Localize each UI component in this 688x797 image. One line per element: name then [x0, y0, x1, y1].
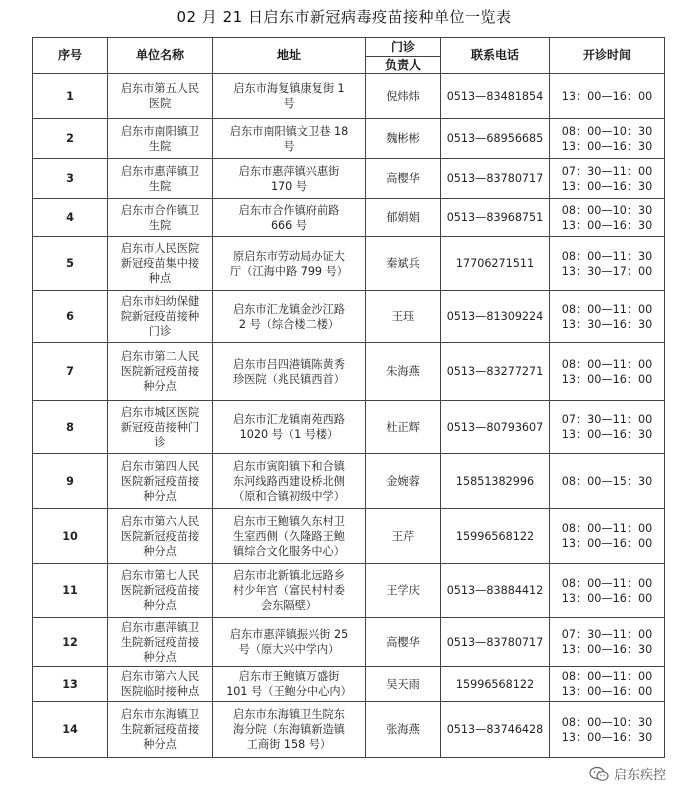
address-line: 村少年宫（富民村村委	[233, 584, 345, 597]
address-line: 启东市寅阳镇下和合镇	[233, 459, 345, 473]
hours-line: 13：00—16：30	[561, 428, 653, 441]
phone-cell: 0513—83780717	[441, 618, 550, 667]
hours-line: 08：00—15：30	[561, 474, 653, 488]
unit-name-line: 生院新冠疫苗接	[120, 635, 200, 649]
unit-name-line: 启东市第六人民	[120, 670, 200, 683]
vaccination-sites-table	[32, 37, 665, 758]
hours-cell	[550, 454, 665, 509]
address-line: 2 号（综合楼二楼）	[238, 317, 340, 331]
address-cell	[213, 74, 366, 119]
table-body	[33, 74, 665, 758]
address-line: 启东市汇龙镇南苑西路	[233, 413, 345, 426]
unit-name-cell	[108, 74, 213, 119]
unit-name-line: 生院	[148, 139, 172, 153]
row-number: 13	[33, 667, 108, 702]
unit-name-line: 医院新冠疫苗接	[120, 584, 200, 597]
clinic-person-cell: 郁娟娟	[366, 199, 441, 237]
address-line: 101 号（王鲍分中心内）	[226, 685, 352, 698]
clinic-person-cell: 魏彬彬	[366, 119, 441, 159]
address-line: 号	[283, 97, 295, 110]
hours-line: 08：00—10：30	[561, 203, 653, 217]
clinic-person-cell: 倪炜炜	[366, 74, 441, 119]
unit-name-line: 启东市南阳镇卫	[120, 124, 200, 138]
clinic-person-cell: 朱海燕	[366, 343, 441, 401]
unit-name-cell	[108, 667, 213, 702]
clinic-person-cell: 王学庆	[366, 564, 441, 618]
address-cell	[213, 159, 366, 199]
address-line: 号	[283, 139, 295, 153]
unit-name-line: 启东市第六人民	[120, 514, 200, 528]
phone-cell: 0513—83780717	[441, 159, 550, 199]
hours-line: 08：00—10：30	[561, 715, 653, 729]
unit-name-line: 启东市第七人民	[120, 569, 200, 582]
row-number: 3	[33, 159, 108, 199]
address-line: 启东市东海镇卫生院东	[233, 708, 345, 721]
unit-name-line: 新冠疫苗集中接	[120, 257, 200, 270]
unit-name-line: 启东市第五人民	[120, 82, 200, 95]
hours-cell	[550, 618, 665, 667]
hours-line: 13：00—16：30	[561, 643, 653, 656]
table-row	[33, 237, 665, 291]
unit-name-line: 种分点	[143, 380, 177, 393]
header-clinic-label: 门诊	[366, 39, 440, 57]
hours-line: 13：00—16：30	[561, 179, 653, 193]
table-row	[33, 667, 665, 702]
phone-cell: 0513—68956685	[441, 119, 550, 159]
clinic-person-cell: 高樱华	[366, 618, 441, 667]
hours-line: 13：30—16：30	[561, 317, 653, 331]
phone-cell: 0513—81309224	[441, 291, 550, 343]
phone-cell: 0513—83884412	[441, 564, 550, 618]
hours-cell	[550, 401, 665, 454]
row-number: 4	[33, 199, 108, 237]
document-title: 02 月 21 日启东市新冠病毒疫苗接种单位一览表	[176, 8, 512, 26]
unit-name-line: 门诊	[148, 325, 172, 338]
clinic-person-cell: 张海燕	[366, 702, 441, 758]
table-row	[33, 159, 665, 199]
address-line: 启东市惠萍镇兴惠街	[238, 164, 340, 178]
address-cell	[213, 237, 366, 291]
hours-line: 08：00—11：30	[561, 249, 653, 263]
header-clinic-person	[366, 38, 441, 74]
table-row	[33, 454, 665, 509]
address-cell	[213, 119, 366, 159]
hours-line: 07：30—11：00	[561, 413, 653, 426]
phone-cell: 0513—83481854	[441, 74, 550, 119]
hours-cell	[550, 159, 665, 199]
table-row	[33, 343, 665, 401]
address-line: 工商街 158 号）	[246, 738, 332, 751]
unit-name-line: 种分点	[143, 650, 177, 664]
table-row	[33, 702, 665, 758]
header-phone: 联系电话	[441, 38, 550, 74]
header-hours: 开诊时间	[550, 38, 665, 74]
hours-line: 08：00—11：00	[561, 302, 653, 316]
hours-line: 08：00—11：00	[561, 357, 653, 371]
hours-cell	[550, 667, 665, 702]
unit-name-line: 启东市城区医院	[120, 405, 200, 419]
hours-line: 08：00—11：00	[561, 522, 653, 535]
phone-cell: 15851382996	[441, 454, 550, 509]
unit-name-line: 生院	[148, 179, 172, 193]
row-number: 10	[33, 509, 108, 564]
hours-line: 07：30—11：00	[561, 164, 653, 178]
unit-name-line: 新冠疫苗接种门	[120, 420, 200, 434]
unit-name-cell	[108, 401, 213, 454]
wechat-icon	[589, 766, 609, 782]
address-line: 启东市汇龙镇金沙江路	[233, 302, 345, 316]
hours-cell	[550, 237, 665, 291]
unit-name-line: 医院	[148, 97, 172, 110]
hours-line: 08：00—11：00	[561, 576, 653, 590]
hours-line: 13：00—16：00	[561, 537, 653, 550]
row-number: 14	[33, 702, 108, 758]
clinic-person-cell: 王珏	[366, 291, 441, 343]
unit-name-cell	[108, 237, 213, 291]
hours-cell	[550, 343, 665, 401]
address-line: 启东市惠萍镇振兴街 25	[229, 628, 349, 641]
watermark-text: 启东疾控	[613, 768, 666, 783]
unit-name-line: 种分点	[143, 544, 177, 558]
unit-name-line: 启东市妇幼保健	[120, 295, 200, 308]
address-line: 启东市海复镇康复街 1	[233, 82, 345, 95]
unit-name-line: 启东市第四人民	[120, 459, 200, 473]
unit-name-line: 启东市第二人民	[120, 350, 200, 363]
row-number: 1	[33, 74, 108, 119]
address-line: 启东市北新镇北远路乡	[233, 569, 345, 582]
address-line: 启东市南阳镇文卫巷 18	[229, 124, 349, 138]
unit-name-line: 启东市惠萍镇卫	[120, 164, 200, 178]
phone-cell: 15996568122	[441, 509, 550, 564]
unit-name-line: 种点	[148, 272, 172, 285]
unit-name-cell	[108, 119, 213, 159]
phone-cell: 15996568122	[441, 667, 550, 702]
address-cell	[213, 291, 366, 343]
table-row	[33, 291, 665, 343]
clinic-person-cell: 王芹	[366, 509, 441, 564]
address-cell	[213, 401, 366, 454]
unit-name-cell	[108, 564, 213, 618]
table-row	[33, 509, 665, 564]
row-number: 8	[33, 401, 108, 454]
header-person-label: 负责人	[384, 57, 421, 72]
phone-cell: 17706271511	[441, 237, 550, 291]
unit-name-line: 种分点	[143, 489, 177, 503]
address-line: 海分院（东海镇新造镇	[233, 723, 345, 736]
address-cell	[213, 702, 366, 758]
hours-cell	[550, 564, 665, 618]
address-cell	[213, 509, 366, 564]
table-row	[33, 618, 665, 667]
address-line: 启东市王鲍镇久东村卫	[233, 514, 345, 528]
clinic-person-cell: 高樱华	[366, 159, 441, 199]
row-number: 11	[33, 564, 108, 618]
phone-cell: 0513—80793607	[441, 401, 550, 454]
address-line: 会东隔壁）	[261, 599, 317, 612]
unit-name-line: 种分点	[143, 738, 177, 751]
address-line: 镇综合文化服务中心）	[233, 544, 345, 558]
hours-line: 13：00—16：30	[561, 218, 653, 232]
unit-name-line: 医院临时接种点	[120, 685, 200, 698]
unit-name-line: 医院新冠疫苗接	[120, 474, 200, 488]
address-line: 厅（江海中路 799 号）	[230, 264, 348, 278]
clinic-person-cell: 秦斌兵	[366, 237, 441, 291]
address-cell	[213, 343, 366, 401]
hours-line: 07：30—11：00	[561, 628, 653, 641]
row-number: 12	[33, 618, 108, 667]
address-cell	[213, 564, 366, 618]
hours-cell	[550, 291, 665, 343]
unit-name-line: 生院新冠疫苗接	[120, 723, 200, 736]
address-cell	[213, 667, 366, 702]
unit-name-line: 生院	[148, 218, 172, 232]
header-seq: 序号	[33, 38, 108, 74]
header-unit: 单位名称	[108, 38, 213, 74]
address-line: 1020 号（1 号楼）	[239, 428, 339, 441]
hours-cell	[550, 74, 665, 119]
unit-name-cell	[108, 618, 213, 667]
unit-name-line: 启东市东海镇卫	[120, 708, 200, 721]
hours-line: 13：30—17：00	[561, 264, 653, 278]
address-line: 生室西侧（久隆路王鲍	[233, 529, 345, 543]
unit-name-line: 院新冠疫苗接种	[120, 310, 200, 323]
hours-cell	[550, 119, 665, 159]
unit-name-cell	[108, 702, 213, 758]
row-number: 5	[33, 237, 108, 291]
hours-line: 13：00—16：00	[561, 591, 653, 605]
row-number: 7	[33, 343, 108, 401]
address-line: 号（原大兴中学内）	[238, 643, 340, 656]
hours-line: 08：00—10：30	[561, 124, 653, 138]
row-number: 9	[33, 454, 108, 509]
header-address: 地址	[213, 38, 366, 74]
hours-line: 08：00—11：00	[561, 670, 653, 683]
unit-name-cell	[108, 343, 213, 401]
phone-cell: 0513—83968751	[441, 199, 550, 237]
unit-name-line: 医院新冠疫苗接	[120, 529, 200, 543]
address-cell	[213, 199, 366, 237]
unit-name-line: 启东市人民医院	[120, 242, 200, 255]
row-number: 2	[33, 119, 108, 159]
unit-name-cell	[108, 454, 213, 509]
address-line: 东河线路西建设桥北侧	[233, 474, 345, 488]
table-row	[33, 564, 665, 618]
hours-line: 13：00—16：00	[561, 685, 653, 698]
table-row	[33, 401, 665, 454]
address-cell	[213, 454, 366, 509]
header-row	[33, 38, 665, 74]
hours-line: 13：00—16：30	[561, 139, 653, 153]
address-line: 原启东市劳动局办证大	[233, 249, 345, 263]
address-line: 启东市吕四港镇陈黄秀	[233, 357, 345, 371]
clinic-person-cell: 金婉蓉	[366, 454, 441, 509]
row-number: 6	[33, 291, 108, 343]
hours-cell	[550, 509, 665, 564]
address-line: 珍医院（兆民镇西首）	[233, 372, 345, 386]
unit-name-cell	[108, 291, 213, 343]
unit-name-line: 启东市合作镇卫	[120, 203, 200, 217]
address-line: （原和合镇初级中学）	[233, 489, 345, 503]
clinic-person-cell: 吴天雨	[366, 667, 441, 702]
phone-cell: 0513—83746428	[441, 702, 550, 758]
table-row	[33, 199, 665, 237]
unit-name-cell	[108, 199, 213, 237]
unit-name-line: 种分点	[143, 599, 177, 612]
table-row	[33, 74, 665, 119]
account-watermark	[589, 764, 666, 783]
address-line: 启东市王鲍镇万盛街	[238, 670, 340, 683]
unit-name-cell	[108, 509, 213, 564]
clinic-person-cell: 杜正辉	[366, 401, 441, 454]
address-line: 170 号	[270, 179, 308, 193]
unit-name-line: 启东市惠萍镇卫	[120, 620, 200, 634]
hours-cell	[550, 702, 665, 758]
unit-name-line: 诊	[154, 435, 166, 449]
unit-name-line: 医院新冠疫苗接	[120, 365, 200, 378]
address-line: 启东市合作镇府前路	[238, 203, 340, 217]
phone-cell: 0513—83277271	[441, 343, 550, 401]
hours-line: 13：00—16：00	[561, 372, 653, 386]
hours-line: 13：00—16：30	[561, 730, 653, 744]
address-line: 666 号	[270, 218, 308, 232]
hours-line: 13：00—16：00	[561, 89, 653, 103]
hours-cell	[550, 199, 665, 237]
address-cell	[213, 618, 366, 667]
unit-name-cell	[108, 159, 213, 199]
table-row	[33, 119, 665, 159]
